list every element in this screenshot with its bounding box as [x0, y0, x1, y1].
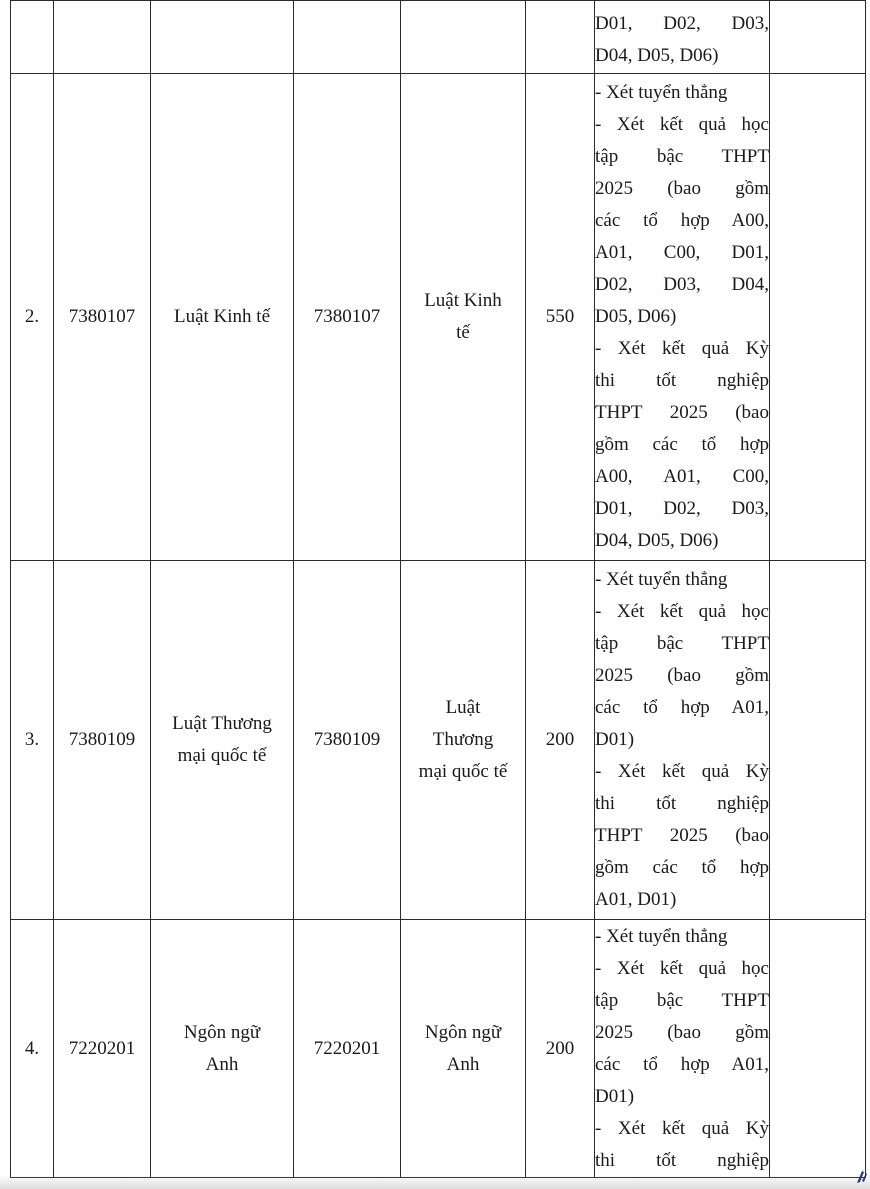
- cell-no: [11, 1, 54, 74]
- desc-line: thi tốt nghiệp: [595, 370, 769, 391]
- ink-mark-icon: [854, 1167, 868, 1185]
- major-line: Luật Thương: [172, 713, 272, 734]
- cell-quota: 200: [526, 561, 595, 920]
- desc-line: - Xét kết quả Kỳ: [595, 761, 769, 782]
- cell-code: 7220201: [54, 920, 151, 1178]
- cell-quota: [526, 1, 595, 74]
- program-name-line: Luật: [445, 697, 481, 718]
- cell-program-code: 7380109: [294, 561, 401, 920]
- cell-major: [151, 561, 294, 920]
- desc-line: tập bậc THPT: [595, 146, 769, 167]
- cell-admission-methods: [595, 920, 770, 1178]
- desc-line: gồm các tổ hợp: [595, 434, 769, 455]
- cell-no: 4.: [11, 920, 54, 1178]
- desc-line: các tổ hợp A01,: [595, 697, 769, 718]
- desc-line: A00, A01, C00,: [595, 466, 769, 487]
- cell-program-code: 7220201: [294, 920, 401, 1178]
- cell-no: 3.: [11, 561, 54, 920]
- desc-line: tập bậc THPT: [595, 989, 769, 1011]
- cell-note: [770, 920, 866, 1178]
- program-name-line: mại quốc tế: [418, 761, 508, 782]
- major-line: Ngôn ngữ: [183, 1021, 261, 1043]
- program-name-line: Luật Kinh: [424, 290, 502, 311]
- desc-line: THPT 2025 (bao: [595, 402, 769, 423]
- desc-line: THPT 2025 (bao: [595, 825, 769, 846]
- desc-line: 2025 (bao gồm: [595, 665, 769, 686]
- major-line: mại quốc tế: [177, 745, 267, 766]
- cell-note: [770, 561, 866, 920]
- desc-line: D01): [595, 729, 635, 750]
- cell-program-name: [401, 74, 526, 561]
- cell-major: [151, 920, 294, 1178]
- program-name-line: tế: [456, 322, 470, 343]
- cell-quota: 200: [526, 920, 595, 1178]
- desc-line: - Xét kết quả Kỳ: [595, 1117, 769, 1139]
- cell-program-name: [401, 920, 526, 1178]
- desc-line: 2025 (bao gồm: [595, 1021, 769, 1043]
- desc-line: - Xét tuyển thẳng: [595, 569, 728, 590]
- table-row: [11, 1, 866, 74]
- cell-note: [770, 1, 866, 74]
- cell-admission-methods: [595, 561, 770, 920]
- admissions-table: [10, 0, 866, 1178]
- desc-line: - Xét tuyển thẳng: [595, 925, 728, 947]
- desc-line: gồm các tổ hợp: [595, 857, 769, 878]
- program-name-line: Thương: [432, 729, 494, 750]
- desc-line: - Xét kết quả học: [595, 957, 769, 979]
- major-line: Anh: [205, 1053, 239, 1075]
- desc-line: D01, D02, D03,: [595, 13, 769, 34]
- desc-line: các tổ hợp A00,: [595, 210, 769, 231]
- program-name-line: Anh: [446, 1053, 480, 1075]
- desc-line: D04, D05, D06): [595, 530, 719, 551]
- cell-code: [54, 1, 151, 74]
- cell-program-name: [401, 1, 526, 74]
- program-name-line: Ngôn ngữ: [424, 1021, 502, 1043]
- desc-line: 2025 (bao gồm: [595, 178, 769, 199]
- page-bottom-shadow: [0, 1175, 870, 1189]
- desc-line: - Xét kết quả Kỳ: [595, 338, 769, 359]
- desc-line: - Xét kết quả học: [595, 114, 769, 135]
- desc-line: - Xét tuyển thẳng: [595, 82, 728, 103]
- desc-line: tập bậc THPT: [595, 633, 769, 654]
- cell-quota: 550: [526, 74, 595, 561]
- desc-line: - Xét kết quả học: [595, 601, 769, 622]
- cell-major: [151, 1, 294, 74]
- table-row: [11, 920, 866, 1178]
- desc-line: D01): [595, 1085, 635, 1107]
- cell-note: [770, 74, 866, 561]
- cell-program-code: [294, 1, 401, 74]
- desc-line: D02, D03, D04,: [595, 274, 769, 295]
- cell-code: 7380107: [54, 74, 151, 561]
- desc-line: thi tốt nghiệp: [595, 1149, 769, 1171]
- desc-line: thi tốt nghiệp: [595, 793, 769, 814]
- cell-code: 7380109: [54, 561, 151, 920]
- desc-line: các tổ hợp A01,: [595, 1053, 769, 1075]
- cell-no: 2.: [11, 74, 54, 561]
- desc-line: D04, D05, D06): [595, 45, 719, 66]
- cell-program-name: [401, 561, 526, 920]
- desc-line: D01, D02, D03,: [595, 498, 769, 519]
- table-row: [11, 561, 866, 920]
- cell-admission-methods: [595, 1, 770, 74]
- cell-major: Luật Kinh tế: [151, 74, 294, 561]
- cell-admission-methods: [595, 74, 770, 561]
- desc-line: D05, D06): [595, 306, 677, 327]
- table-row: [11, 74, 866, 561]
- desc-line: A01, D01): [595, 889, 677, 910]
- cell-program-code: 7380107: [294, 74, 401, 561]
- desc-line: A01, C00, D01,: [595, 242, 769, 263]
